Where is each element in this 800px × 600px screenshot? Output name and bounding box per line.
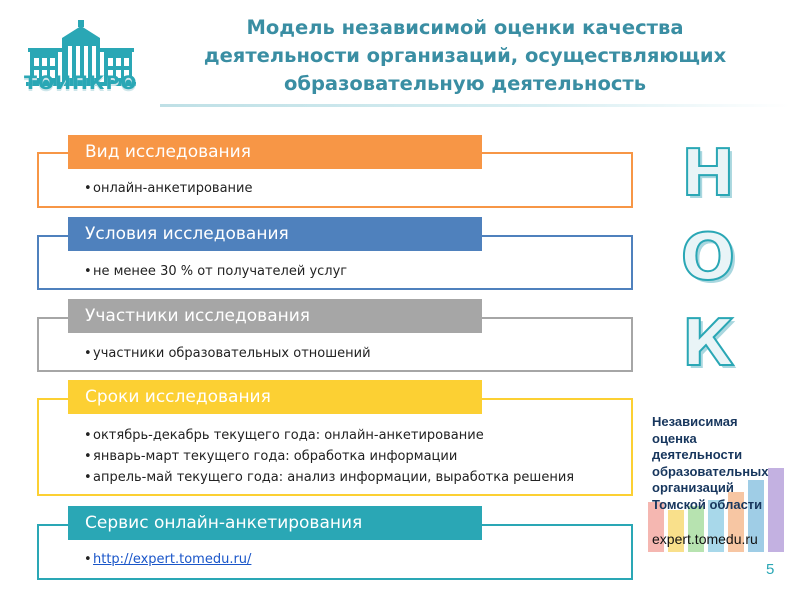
nok-letter-k: К — [681, 307, 735, 381]
list-item: • онлайн-анкетирование — [84, 178, 253, 199]
list-item: • апрель-май текущего года: анализ информации, выработка решения — [84, 467, 574, 488]
list-item: • октябрь-декабрь текущего года: онлайн-анкетирование — [84, 425, 574, 446]
section-items-conditions — [84, 261, 347, 282]
section-items-type — [84, 178, 253, 199]
title-line: Модель независимой оценки качества — [246, 16, 684, 39]
expert-link[interactable]: http://expert.tomedu.ru/ — [93, 552, 252, 567]
list-item: • январь-март текущего года: обработка информации — [84, 446, 574, 467]
nok-letter-o: О — [680, 221, 736, 295]
section-title-type: Вид исследования — [68, 135, 482, 169]
title-line: деятельности организаций, осуществляющих — [203, 44, 727, 67]
brand-line: оценка — [652, 430, 697, 446]
page-number: 5 — [766, 561, 775, 578]
list-item: • участники образовательных отношений — [84, 343, 371, 364]
brand-line: организаций — [652, 480, 734, 495]
nok-letter-n: Н — [681, 137, 735, 211]
brand-line: Томской области — [652, 496, 763, 512]
list-item: • не менее 30 % от получателей услуг — [84, 261, 347, 282]
section-title-timing: Сроки исследования — [68, 380, 482, 414]
title-line: образовательную деятельность — [283, 72, 647, 95]
logo-text: ТОИПКРО — [24, 72, 138, 94]
brand-url: expert.tomedu.ru — [652, 531, 758, 547]
section-title-participants: Участники исследования — [68, 299, 482, 333]
brand-text — [652, 414, 768, 513]
list-item — [84, 549, 251, 570]
section-title-conditions: Условия исследования — [68, 217, 482, 251]
header-divider — [160, 104, 790, 107]
brand-line: Независимая — [652, 414, 738, 429]
brand-line: образовательных — [652, 463, 769, 479]
section-items-participants — [84, 343, 371, 364]
brand-line: деятельности — [652, 447, 743, 462]
section-items-service — [84, 549, 251, 570]
section-title-service: Сервис онлайн-анкетирования — [68, 506, 482, 540]
page-title — [175, 14, 755, 98]
section-items-timing — [84, 425, 574, 488]
